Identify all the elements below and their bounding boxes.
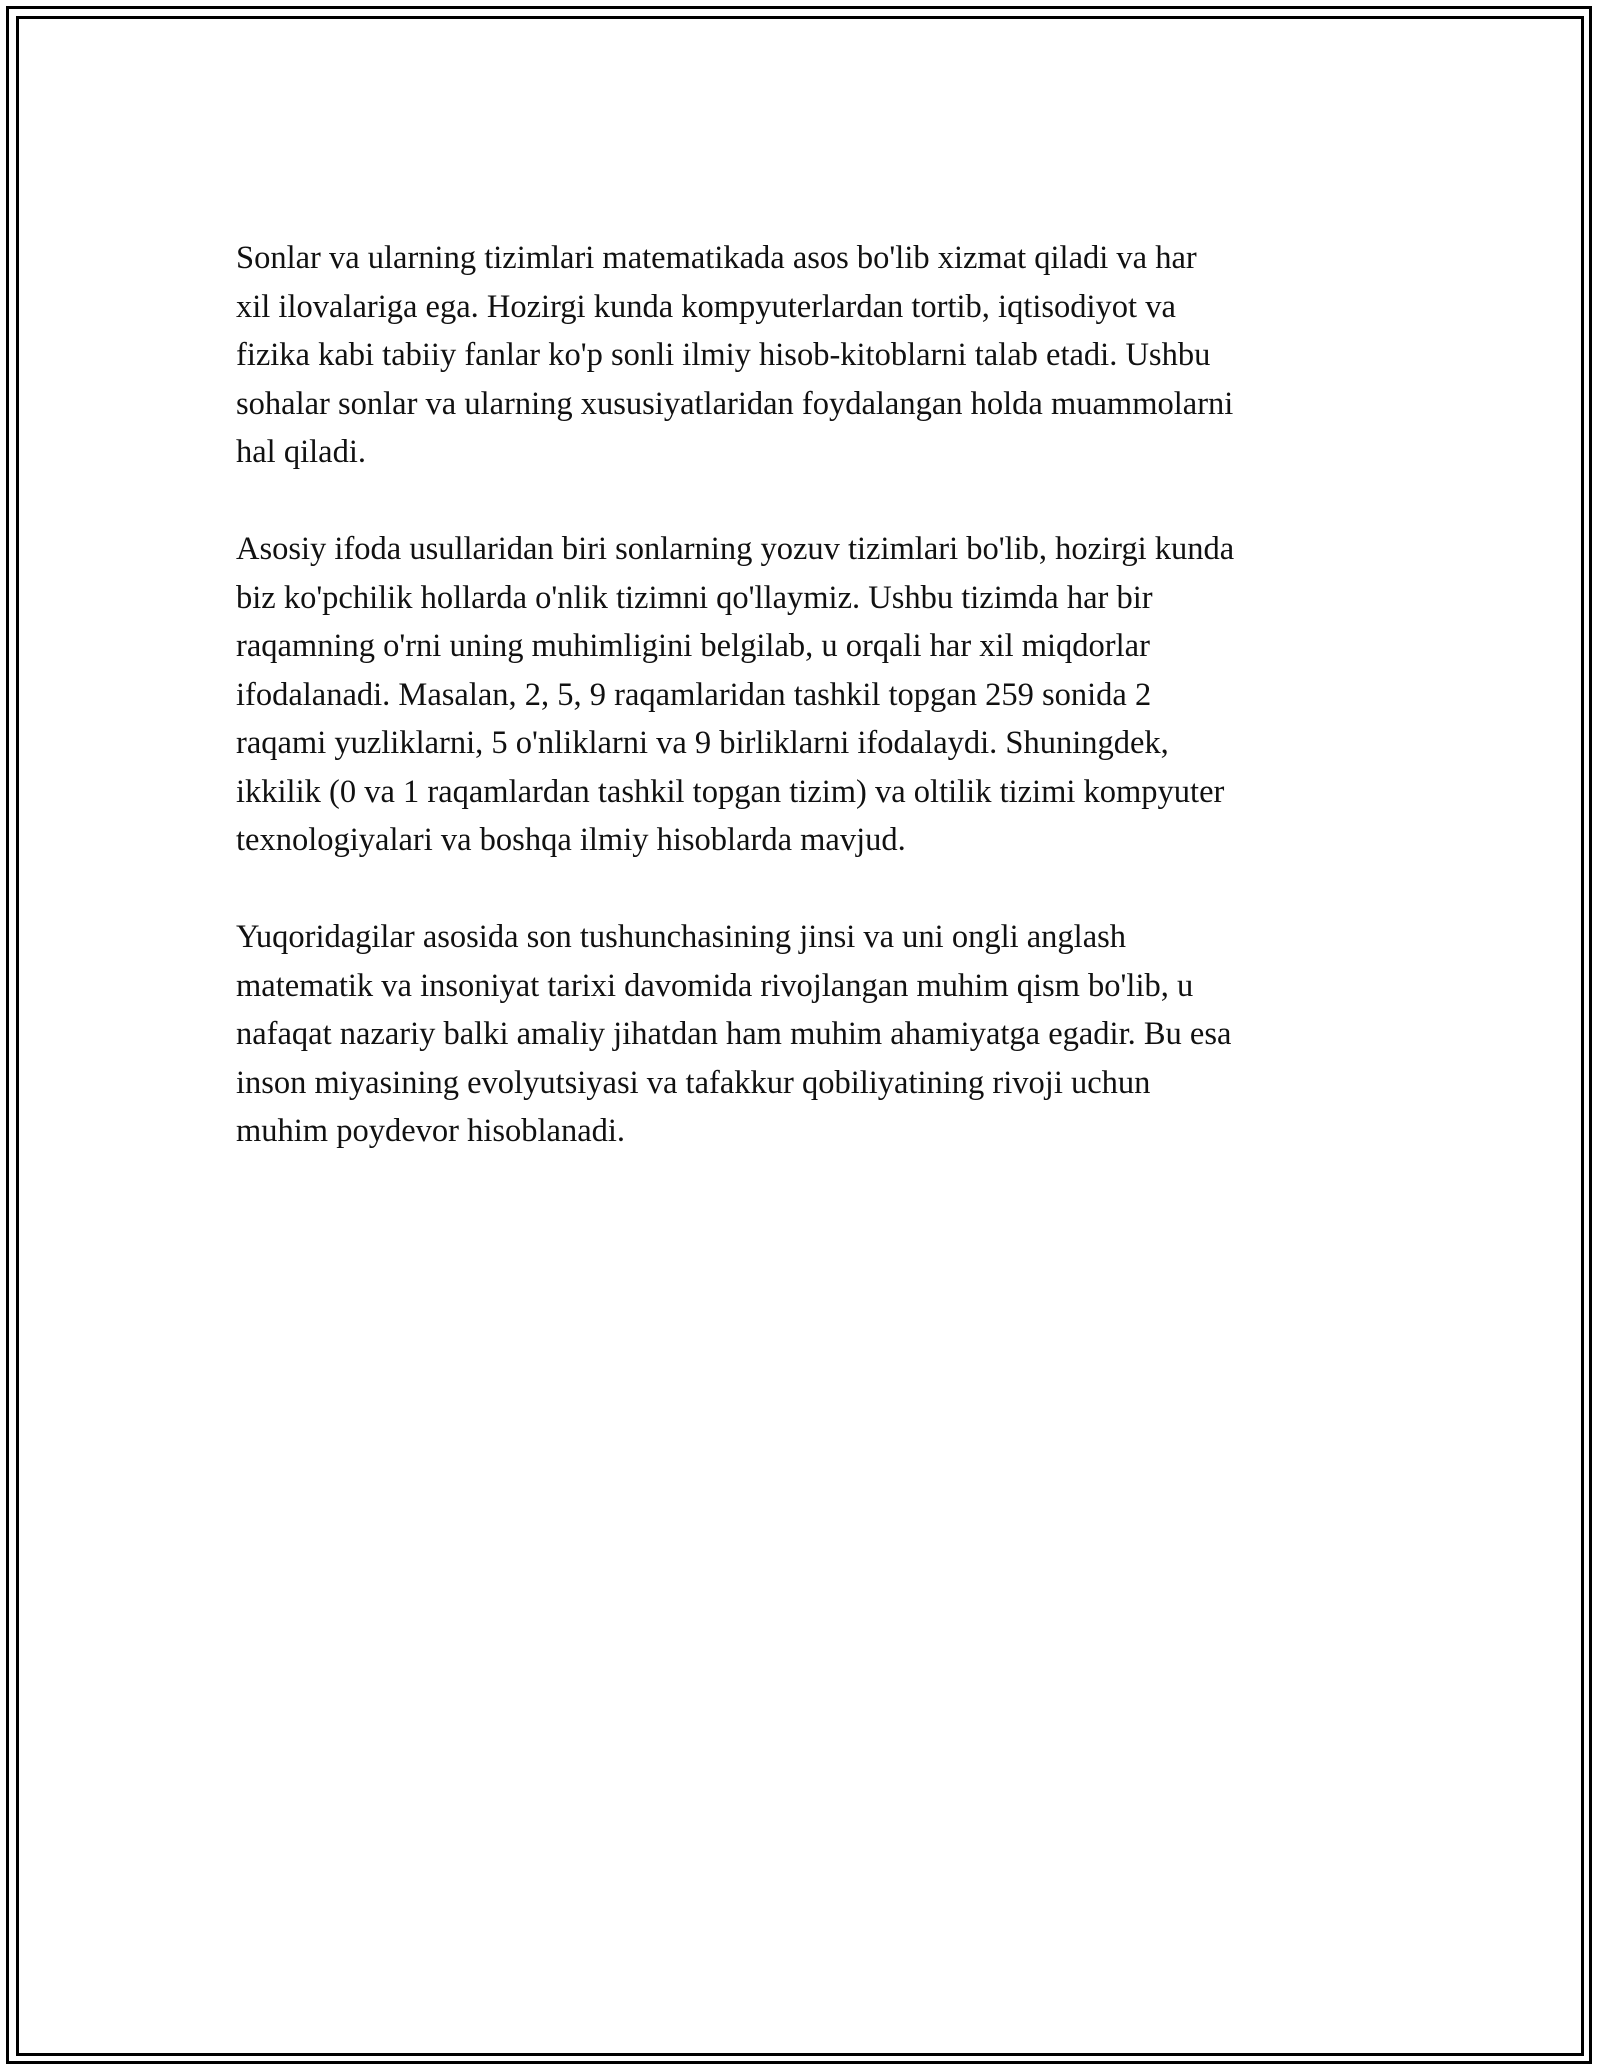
text-line: ifodalanadi. Masalan, 2, 5, 9 raqamlaridan tashkil topgan 259 sonida 2 (236, 676, 1152, 713)
text-line: hal qiladi. (236, 434, 366, 470)
text-line: nafaqat nazariy balki amaliy jihatdan ham muhim ahamiyatga egadir. Bu esa (236, 1016, 1232, 1052)
text-line: biz ko'pchilik hollarda o'nlik tizimni qo'llaymiz. Ushbu tizimda har bir (236, 579, 1153, 616)
text-line: Asosiy ifoda usullaridan biri sonlarning yozuv tizimlari bo'lib, hozirgi kunda (236, 531, 1235, 567)
text-line: fizika kabi tabiiy fanlar ko'p sonli ilmiy hisob-kitoblarni talab etadi. Ushbu (236, 337, 1211, 373)
text-line: Yuqoridagilar asosida son tushunchasining jinsi va uni ongli anglash (236, 919, 1127, 955)
text-line: raqami yuzliklarni, 5 o'nliklarni va 9 birliklarni ifodalaydi. Shuningdek, (236, 725, 1169, 761)
document-body (236, 234, 1376, 1204)
paragraph-2 (236, 525, 1376, 865)
text-line: muhim poydevor hisoblanadi. (236, 1113, 626, 1149)
text-line: Sonlar va ularning tizimlari matematikada asos bo'lib xizmat qiladi va har (236, 240, 1197, 276)
text-line: matematik va insoniyat tarixi davomida rivojlangan muhim qism bo'lib, u (236, 967, 1194, 1004)
text-line: inson miyasining evolyutsiyasi va tafakkur qobiliyatining rivoji uchun (236, 1064, 1151, 1101)
text-line: texnologiyalari va boshqa ilmiy hisoblarda mavjud. (236, 822, 906, 858)
text-line: sohalar sonlar va ularning xususiyatlaridan foydalangan holda muammolarni (236, 385, 1234, 422)
text-line: ikkilik (0 va 1 raqamlardan tashkil topgan tizim) va oltilik tizimi kompyuter (236, 773, 1225, 810)
paragraph-1 (236, 234, 1376, 477)
text-line: raqamning o'rni uning muhimligini belgilab, u orqali har xil miqdorlar (236, 628, 1150, 664)
paragraph-3 (236, 913, 1376, 1156)
text-line: xil ilovalariga ega. Hozirgi kunda kompyuterlardan tortib, iqtisodiyot va (236, 288, 1176, 325)
